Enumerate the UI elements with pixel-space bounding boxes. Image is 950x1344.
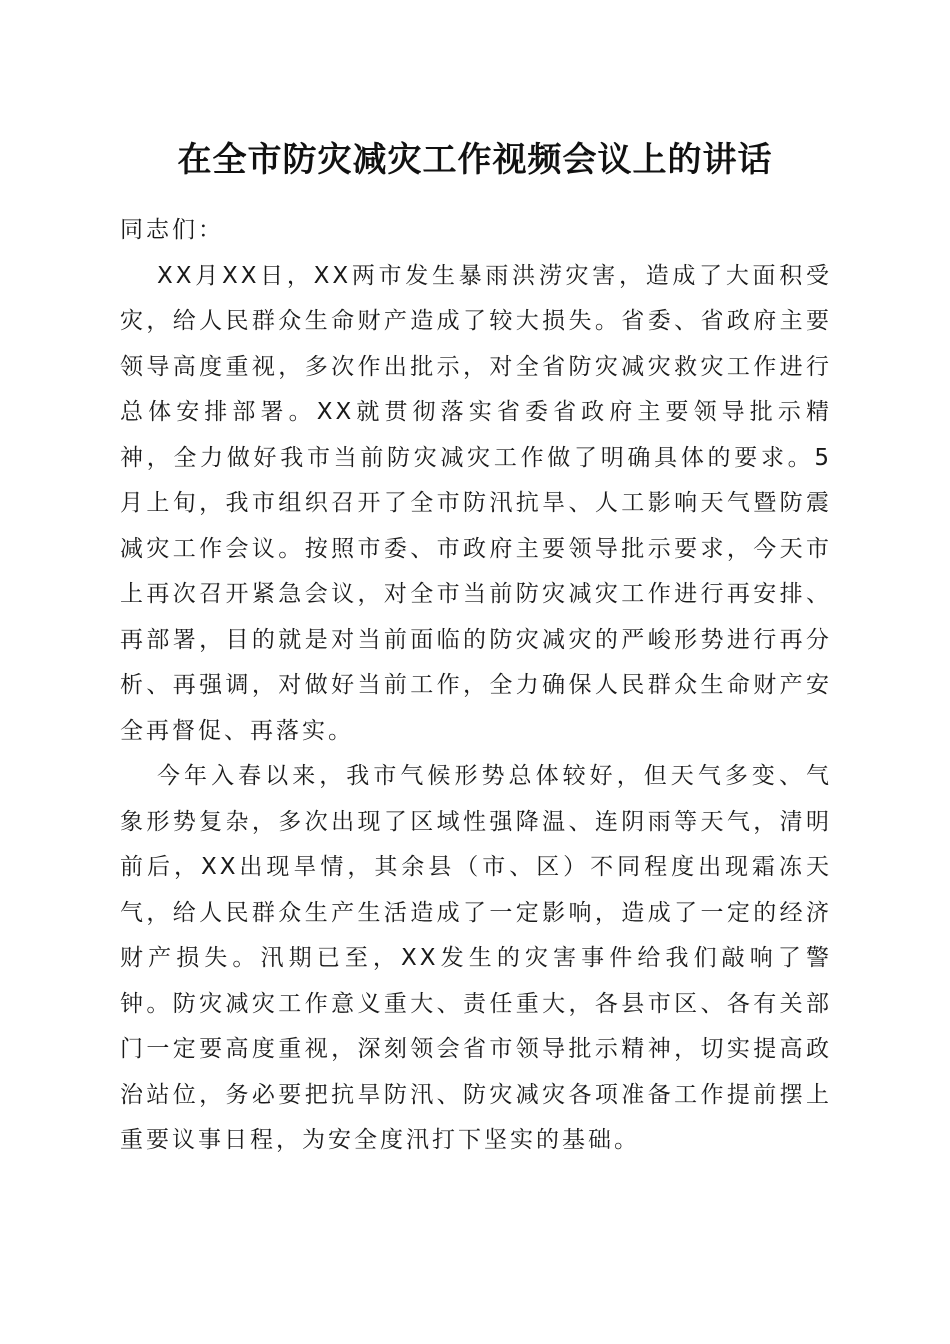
document-title: 在全市防灾减灾工作视频会议上的讲话 — [177, 140, 773, 180]
document-body — [120, 208, 832, 1164]
paragraph-2: 今年入春以来，我市气候形势总体较好，但天气多变、气象形势复杂，多次出现了区域性强降温、连阴雨等天气，清明前后，XX出现旱情，其余县（市、区）不同程度出现霜冻天气，给人民群众生产生活造成了一定影响，造成了一定的经济财产损失。汛期已至，XX发生的灾害事件给我们敲响了警钟。防灾减灾工作意义重大、责任重大，各县市区、各有关部门一定要高度重视，深刻领会省市领导批示精神，切实提高政治站位，务必要把抗旱防汛、防灾减灾各项准备工作提前摆上重要议事日程，为安全度汛打下坚实的基础。 — [120, 763, 832, 1153]
salutation: 同志们： — [120, 217, 224, 243]
paragraph-1: XX月XX日，XX两市发生暴雨洪涝灾害，造成了大面积受灾，给人民群众生命财产造成了较大损失。省委、省政府主要领导高度重视，多次作出批示，对全省防灾减灾救灾工作进行总体安排部署。XX就贯彻落实省委省政府主要领导批示精神，全力做好我市当前防灾减灾工作做了明确具体的要求。5月上旬，我市组织召开了全市防汛抗旱、人工影响天气暨防震减灾工作会议。按照市委、市政府主要领导批示要求，今天市上再次召开紧急会议，对全市当前防灾减灾工作进行再安排、再部署，目的就是对当前面临的防灾减灾的严峻形势进行再分析、再强调，对做好当前工作，全力确保人民群众生命财产安全再督促、再落实。 — [120, 262, 832, 744]
